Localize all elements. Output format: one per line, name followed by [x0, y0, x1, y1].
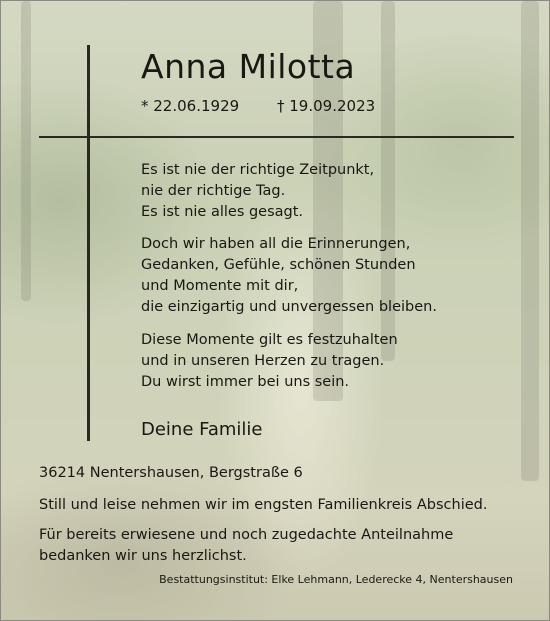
- thanks-note: [39, 525, 453, 567]
- farewell-note: Still und leise nehmen wir im engsten Familienkreis Abschied.: [39, 497, 488, 513]
- thanks-line: bedanken wir uns herzlichst.: [39, 548, 247, 564]
- poem-stanza-3: [141, 330, 398, 393]
- poem-line: und Momente mit dir,: [141, 278, 299, 294]
- poem-line: Es ist nie alles gesagt.: [141, 204, 304, 220]
- funeral-home: Bestattungsinstitut: Elke Lehmann, Lederecke 4, Nentershausen: [159, 573, 513, 586]
- poem-line: nie der richtige Tag.: [141, 183, 286, 199]
- poem-line: und in unseren Herzen zu tragen.: [141, 353, 385, 369]
- poem-line: Es ist nie der richtige Zeitpunkt,: [141, 162, 375, 178]
- thanks-line: Für bereits erwiesene und noch zugedachte Anteilnahme: [39, 527, 454, 543]
- death-date: † 19.09.2023: [277, 97, 376, 115]
- poem-stanza-2: [141, 234, 437, 318]
- deceased-name: Anna Milotta: [141, 47, 356, 86]
- family-address: 36214 Nentershausen, Bergstraße 6: [39, 465, 303, 481]
- poem-stanza-1: [141, 160, 374, 223]
- cross-horizontal-bar: [39, 136, 514, 138]
- family-signature: Deine Familie: [141, 419, 263, 440]
- poem-line: Du wirst immer bei uns sein.: [141, 374, 350, 390]
- cross-vertical-bar: [87, 45, 90, 441]
- poem-line: Gedanken, Gefühle, schönen Stunden: [141, 257, 416, 273]
- poem-line: Doch wir haben all die Erinnerungen,: [141, 236, 411, 252]
- birth-date: * 22.06.1929: [141, 97, 240, 115]
- poem-line: Diese Momente gilt es festzuhalten: [141, 332, 398, 348]
- poem-line: die einzigartig und unvergessen bleiben.: [141, 299, 437, 315]
